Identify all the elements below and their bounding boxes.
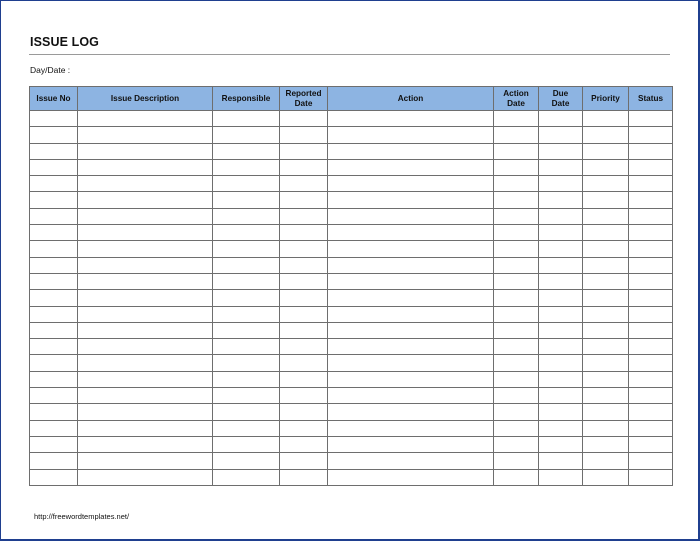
table-row [30, 127, 673, 143]
cell-due-date[interactable] [539, 273, 583, 289]
table-row [30, 225, 673, 241]
cell-due-date[interactable] [539, 420, 583, 436]
table-row [30, 192, 673, 208]
cell-reported-date[interactable] [280, 290, 328, 306]
cell-responsible[interactable] [213, 290, 280, 306]
cell-due-date[interactable] [539, 225, 583, 241]
cell-reported-date[interactable] [280, 436, 328, 452]
cell-action[interactable] [328, 225, 494, 241]
cell-status[interactable] [629, 388, 673, 404]
cell-action[interactable] [328, 436, 494, 452]
cell-action-date[interactable] [494, 192, 539, 208]
cell-responsible[interactable] [213, 159, 280, 175]
table-body [30, 111, 673, 486]
cell-issue-no[interactable] [30, 306, 78, 322]
cell-due-date[interactable] [539, 371, 583, 387]
cell-reported-date[interactable] [280, 208, 328, 224]
cell-status[interactable] [629, 371, 673, 387]
cell-action[interactable] [328, 192, 494, 208]
cell-status[interactable] [629, 143, 673, 159]
cell-issue-no[interactable] [30, 404, 78, 420]
cell-status[interactable] [629, 355, 673, 371]
cell-issue-no[interactable] [30, 355, 78, 371]
page-title: ISSUE LOG [30, 35, 99, 49]
cell-issue-description[interactable] [78, 388, 213, 404]
cell-reported-date[interactable] [280, 111, 328, 127]
cell-responsible[interactable] [213, 273, 280, 289]
cell-due-date[interactable] [539, 176, 583, 192]
cell-issue-no[interactable] [30, 388, 78, 404]
cell-reported-date[interactable] [280, 176, 328, 192]
cell-issue-description[interactable] [78, 469, 213, 485]
cell-priority[interactable] [583, 453, 629, 469]
cell-responsible[interactable] [213, 176, 280, 192]
table-row [30, 355, 673, 371]
cell-responsible[interactable] [213, 339, 280, 355]
cell-status[interactable] [629, 339, 673, 355]
cell-issue-description[interactable] [78, 453, 213, 469]
cell-action-date[interactable] [494, 290, 539, 306]
cell-reported-date[interactable] [280, 192, 328, 208]
cell-reported-date[interactable] [280, 322, 328, 338]
cell-status[interactable] [629, 192, 673, 208]
cell-status[interactable] [629, 453, 673, 469]
table-row [30, 306, 673, 322]
cell-action-date[interactable] [494, 143, 539, 159]
table-row [30, 453, 673, 469]
cell-action-date[interactable] [494, 111, 539, 127]
cell-action[interactable] [328, 388, 494, 404]
cell-responsible[interactable] [213, 371, 280, 387]
cell-due-date[interactable] [539, 469, 583, 485]
cell-priority[interactable] [583, 355, 629, 371]
cell-due-date[interactable] [539, 143, 583, 159]
cell-issue-description[interactable] [78, 322, 213, 338]
cell-priority[interactable] [583, 273, 629, 289]
cell-priority[interactable] [583, 208, 629, 224]
column-header-status: Status [629, 87, 673, 111]
cell-due-date[interactable] [539, 111, 583, 127]
cell-issue-no[interactable] [30, 322, 78, 338]
cell-responsible[interactable] [213, 388, 280, 404]
cell-responsible[interactable] [213, 192, 280, 208]
table-row [30, 290, 673, 306]
cell-responsible[interactable] [213, 404, 280, 420]
cell-priority[interactable] [583, 257, 629, 273]
cell-action-date[interactable] [494, 322, 539, 338]
cell-action-date[interactable] [494, 453, 539, 469]
cell-status[interactable] [629, 208, 673, 224]
cell-responsible[interactable] [213, 306, 280, 322]
cell-action[interactable] [328, 159, 494, 175]
cell-action-date[interactable] [494, 371, 539, 387]
table-row [30, 469, 673, 485]
cell-responsible[interactable] [213, 469, 280, 485]
cell-action[interactable] [328, 453, 494, 469]
cell-responsible[interactable] [213, 257, 280, 273]
cell-reported-date[interactable] [280, 420, 328, 436]
cell-priority[interactable] [583, 388, 629, 404]
cell-reported-date[interactable] [280, 371, 328, 387]
cell-due-date[interactable] [539, 127, 583, 143]
cell-action-date[interactable] [494, 273, 539, 289]
cell-reported-date[interactable] [280, 339, 328, 355]
cell-due-date[interactable] [539, 257, 583, 273]
cell-reported-date[interactable] [280, 469, 328, 485]
cell-issue-description[interactable] [78, 176, 213, 192]
cell-status[interactable] [629, 290, 673, 306]
cell-action-date[interactable] [494, 388, 539, 404]
cell-action-date[interactable] [494, 420, 539, 436]
cell-action[interactable] [328, 290, 494, 306]
cell-action-date[interactable] [494, 355, 539, 371]
cell-due-date[interactable] [539, 306, 583, 322]
cell-reported-date[interactable] [280, 388, 328, 404]
cell-due-date[interactable] [539, 241, 583, 257]
cell-responsible[interactable] [213, 355, 280, 371]
cell-reported-date[interactable] [280, 257, 328, 273]
cell-status[interactable] [629, 322, 673, 338]
cell-priority[interactable] [583, 371, 629, 387]
issue-log-table [29, 86, 673, 486]
column-header-action: Action [328, 87, 494, 111]
cell-due-date[interactable] [539, 453, 583, 469]
cell-status[interactable] [629, 469, 673, 485]
cell-issue-description[interactable] [78, 159, 213, 175]
cell-responsible[interactable] [213, 143, 280, 159]
table-header-row [30, 87, 673, 111]
cell-reported-date[interactable] [280, 355, 328, 371]
cell-status[interactable] [629, 273, 673, 289]
cell-priority[interactable] [583, 159, 629, 175]
cell-status[interactable] [629, 241, 673, 257]
cell-issue-description[interactable] [78, 290, 213, 306]
cell-reported-date[interactable] [280, 306, 328, 322]
cell-status[interactable] [629, 306, 673, 322]
cell-priority[interactable] [583, 111, 629, 127]
cell-issue-description[interactable] [78, 273, 213, 289]
column-header-issue-no: Issue No [30, 87, 78, 111]
table-row [30, 371, 673, 387]
cell-issue-description[interactable] [78, 208, 213, 224]
cell-issue-no[interactable] [30, 127, 78, 143]
cell-action[interactable] [328, 127, 494, 143]
cell-responsible[interactable] [213, 225, 280, 241]
cell-issue-no[interactable] [30, 241, 78, 257]
cell-issue-description[interactable] [78, 257, 213, 273]
cell-responsible[interactable] [213, 420, 280, 436]
cell-action-date[interactable] [494, 257, 539, 273]
title-divider [29, 54, 670, 55]
cell-issue-description[interactable] [78, 371, 213, 387]
cell-issue-no[interactable] [30, 436, 78, 452]
cell-priority[interactable] [583, 143, 629, 159]
cell-responsible[interactable] [213, 241, 280, 257]
cell-issue-no[interactable] [30, 290, 78, 306]
column-header-action-date: Action Date [494, 87, 539, 111]
cell-issue-description[interactable] [78, 127, 213, 143]
cell-action[interactable] [328, 176, 494, 192]
cell-issue-no[interactable] [30, 143, 78, 159]
cell-priority[interactable] [583, 290, 629, 306]
cell-due-date[interactable] [539, 436, 583, 452]
cell-priority[interactable] [583, 404, 629, 420]
cell-issue-description[interactable] [78, 143, 213, 159]
day-date-label: Day/Date : [30, 65, 71, 75]
cell-action[interactable] [328, 469, 494, 485]
cell-priority[interactable] [583, 420, 629, 436]
cell-reported-date[interactable] [280, 143, 328, 159]
cell-due-date[interactable] [539, 290, 583, 306]
cell-action-date[interactable] [494, 225, 539, 241]
cell-issue-description[interactable] [78, 436, 213, 452]
cell-responsible[interactable] [213, 436, 280, 452]
cell-issue-description[interactable] [78, 355, 213, 371]
cell-action[interactable] [328, 143, 494, 159]
cell-priority[interactable] [583, 192, 629, 208]
cell-priority[interactable] [583, 469, 629, 485]
cell-action-date[interactable] [494, 208, 539, 224]
cell-responsible[interactable] [213, 111, 280, 127]
cell-issue-no[interactable] [30, 192, 78, 208]
cell-reported-date[interactable] [280, 159, 328, 175]
cell-action[interactable] [328, 306, 494, 322]
cell-priority[interactable] [583, 225, 629, 241]
cell-issue-no[interactable] [30, 208, 78, 224]
cell-action[interactable] [328, 420, 494, 436]
cell-priority[interactable] [583, 322, 629, 338]
cell-action-date[interactable] [494, 241, 539, 257]
cell-issue-description[interactable] [78, 339, 213, 355]
cell-action-date[interactable] [494, 159, 539, 175]
cell-issue-description[interactable] [78, 420, 213, 436]
table-row [30, 420, 673, 436]
cell-priority[interactable] [583, 241, 629, 257]
cell-responsible[interactable] [213, 208, 280, 224]
cell-priority[interactable] [583, 436, 629, 452]
cell-issue-no[interactable] [30, 453, 78, 469]
cell-due-date[interactable] [539, 404, 583, 420]
table-row [30, 159, 673, 175]
cell-action[interactable] [328, 273, 494, 289]
cell-action-date[interactable] [494, 306, 539, 322]
cell-issue-description[interactable] [78, 404, 213, 420]
cell-status[interactable] [629, 436, 673, 452]
cell-action-date[interactable] [494, 176, 539, 192]
footer-url: http://freewordtemplates.net/ [34, 512, 130, 521]
cell-responsible[interactable] [213, 453, 280, 469]
table-row [30, 143, 673, 159]
cell-status[interactable] [629, 159, 673, 175]
cell-responsible[interactable] [213, 127, 280, 143]
cell-action[interactable] [328, 404, 494, 420]
cell-due-date[interactable] [539, 388, 583, 404]
cell-status[interactable] [629, 225, 673, 241]
cell-action[interactable] [328, 111, 494, 127]
cell-reported-date[interactable] [280, 453, 328, 469]
cell-status[interactable] [629, 420, 673, 436]
cell-reported-date[interactable] [280, 127, 328, 143]
cell-action-date[interactable] [494, 436, 539, 452]
cell-issue-no[interactable] [30, 273, 78, 289]
cell-action[interactable] [328, 322, 494, 338]
table-row [30, 176, 673, 192]
cell-status[interactable] [629, 257, 673, 273]
cell-due-date[interactable] [539, 159, 583, 175]
cell-issue-no[interactable] [30, 257, 78, 273]
column-header-due-date: Due Date [539, 87, 583, 111]
cell-issue-no[interactable] [30, 371, 78, 387]
cell-issue-no[interactable] [30, 469, 78, 485]
table-row [30, 339, 673, 355]
table-row [30, 388, 673, 404]
column-header-issue-description: Issue Description [78, 87, 213, 111]
cell-issue-no[interactable] [30, 176, 78, 192]
cell-status[interactable] [629, 111, 673, 127]
cell-action[interactable] [328, 371, 494, 387]
cell-status[interactable] [629, 404, 673, 420]
cell-priority[interactable] [583, 339, 629, 355]
table-row [30, 273, 673, 289]
table-row [30, 111, 673, 127]
cell-due-date[interactable] [539, 322, 583, 338]
cell-priority[interactable] [583, 306, 629, 322]
cell-issue-description[interactable] [78, 111, 213, 127]
cell-priority[interactable] [583, 127, 629, 143]
cell-action[interactable] [328, 339, 494, 355]
column-header-reported-date: Reported Date [280, 87, 328, 111]
cell-issue-no[interactable] [30, 225, 78, 241]
cell-status[interactable] [629, 176, 673, 192]
cell-due-date[interactable] [539, 192, 583, 208]
cell-due-date[interactable] [539, 355, 583, 371]
cell-reported-date[interactable] [280, 225, 328, 241]
cell-status[interactable] [629, 127, 673, 143]
cell-reported-date[interactable] [280, 241, 328, 257]
cell-issue-no[interactable] [30, 420, 78, 436]
table-row [30, 322, 673, 338]
cell-action[interactable] [328, 257, 494, 273]
cell-action-date[interactable] [494, 127, 539, 143]
cell-issue-no[interactable] [30, 339, 78, 355]
cell-action[interactable] [328, 208, 494, 224]
cell-issue-description[interactable] [78, 306, 213, 322]
table-row [30, 404, 673, 420]
cell-priority[interactable] [583, 176, 629, 192]
table-row [30, 257, 673, 273]
cell-responsible[interactable] [213, 322, 280, 338]
cell-action-date[interactable] [494, 339, 539, 355]
cell-action-date[interactable] [494, 404, 539, 420]
cell-action[interactable] [328, 355, 494, 371]
cell-due-date[interactable] [539, 339, 583, 355]
cell-issue-description[interactable] [78, 225, 213, 241]
cell-issue-no[interactable] [30, 159, 78, 175]
table-row [30, 208, 673, 224]
cell-issue-description[interactable] [78, 241, 213, 257]
table-row [30, 436, 673, 452]
cell-due-date[interactable] [539, 208, 583, 224]
table-row [30, 241, 673, 257]
column-header-priority: Priority [583, 87, 629, 111]
cell-reported-date[interactable] [280, 404, 328, 420]
cell-issue-description[interactable] [78, 192, 213, 208]
cell-issue-no[interactable] [30, 111, 78, 127]
cell-reported-date[interactable] [280, 273, 328, 289]
cell-action[interactable] [328, 241, 494, 257]
column-header-responsible: Responsible [213, 87, 280, 111]
cell-action-date[interactable] [494, 469, 539, 485]
